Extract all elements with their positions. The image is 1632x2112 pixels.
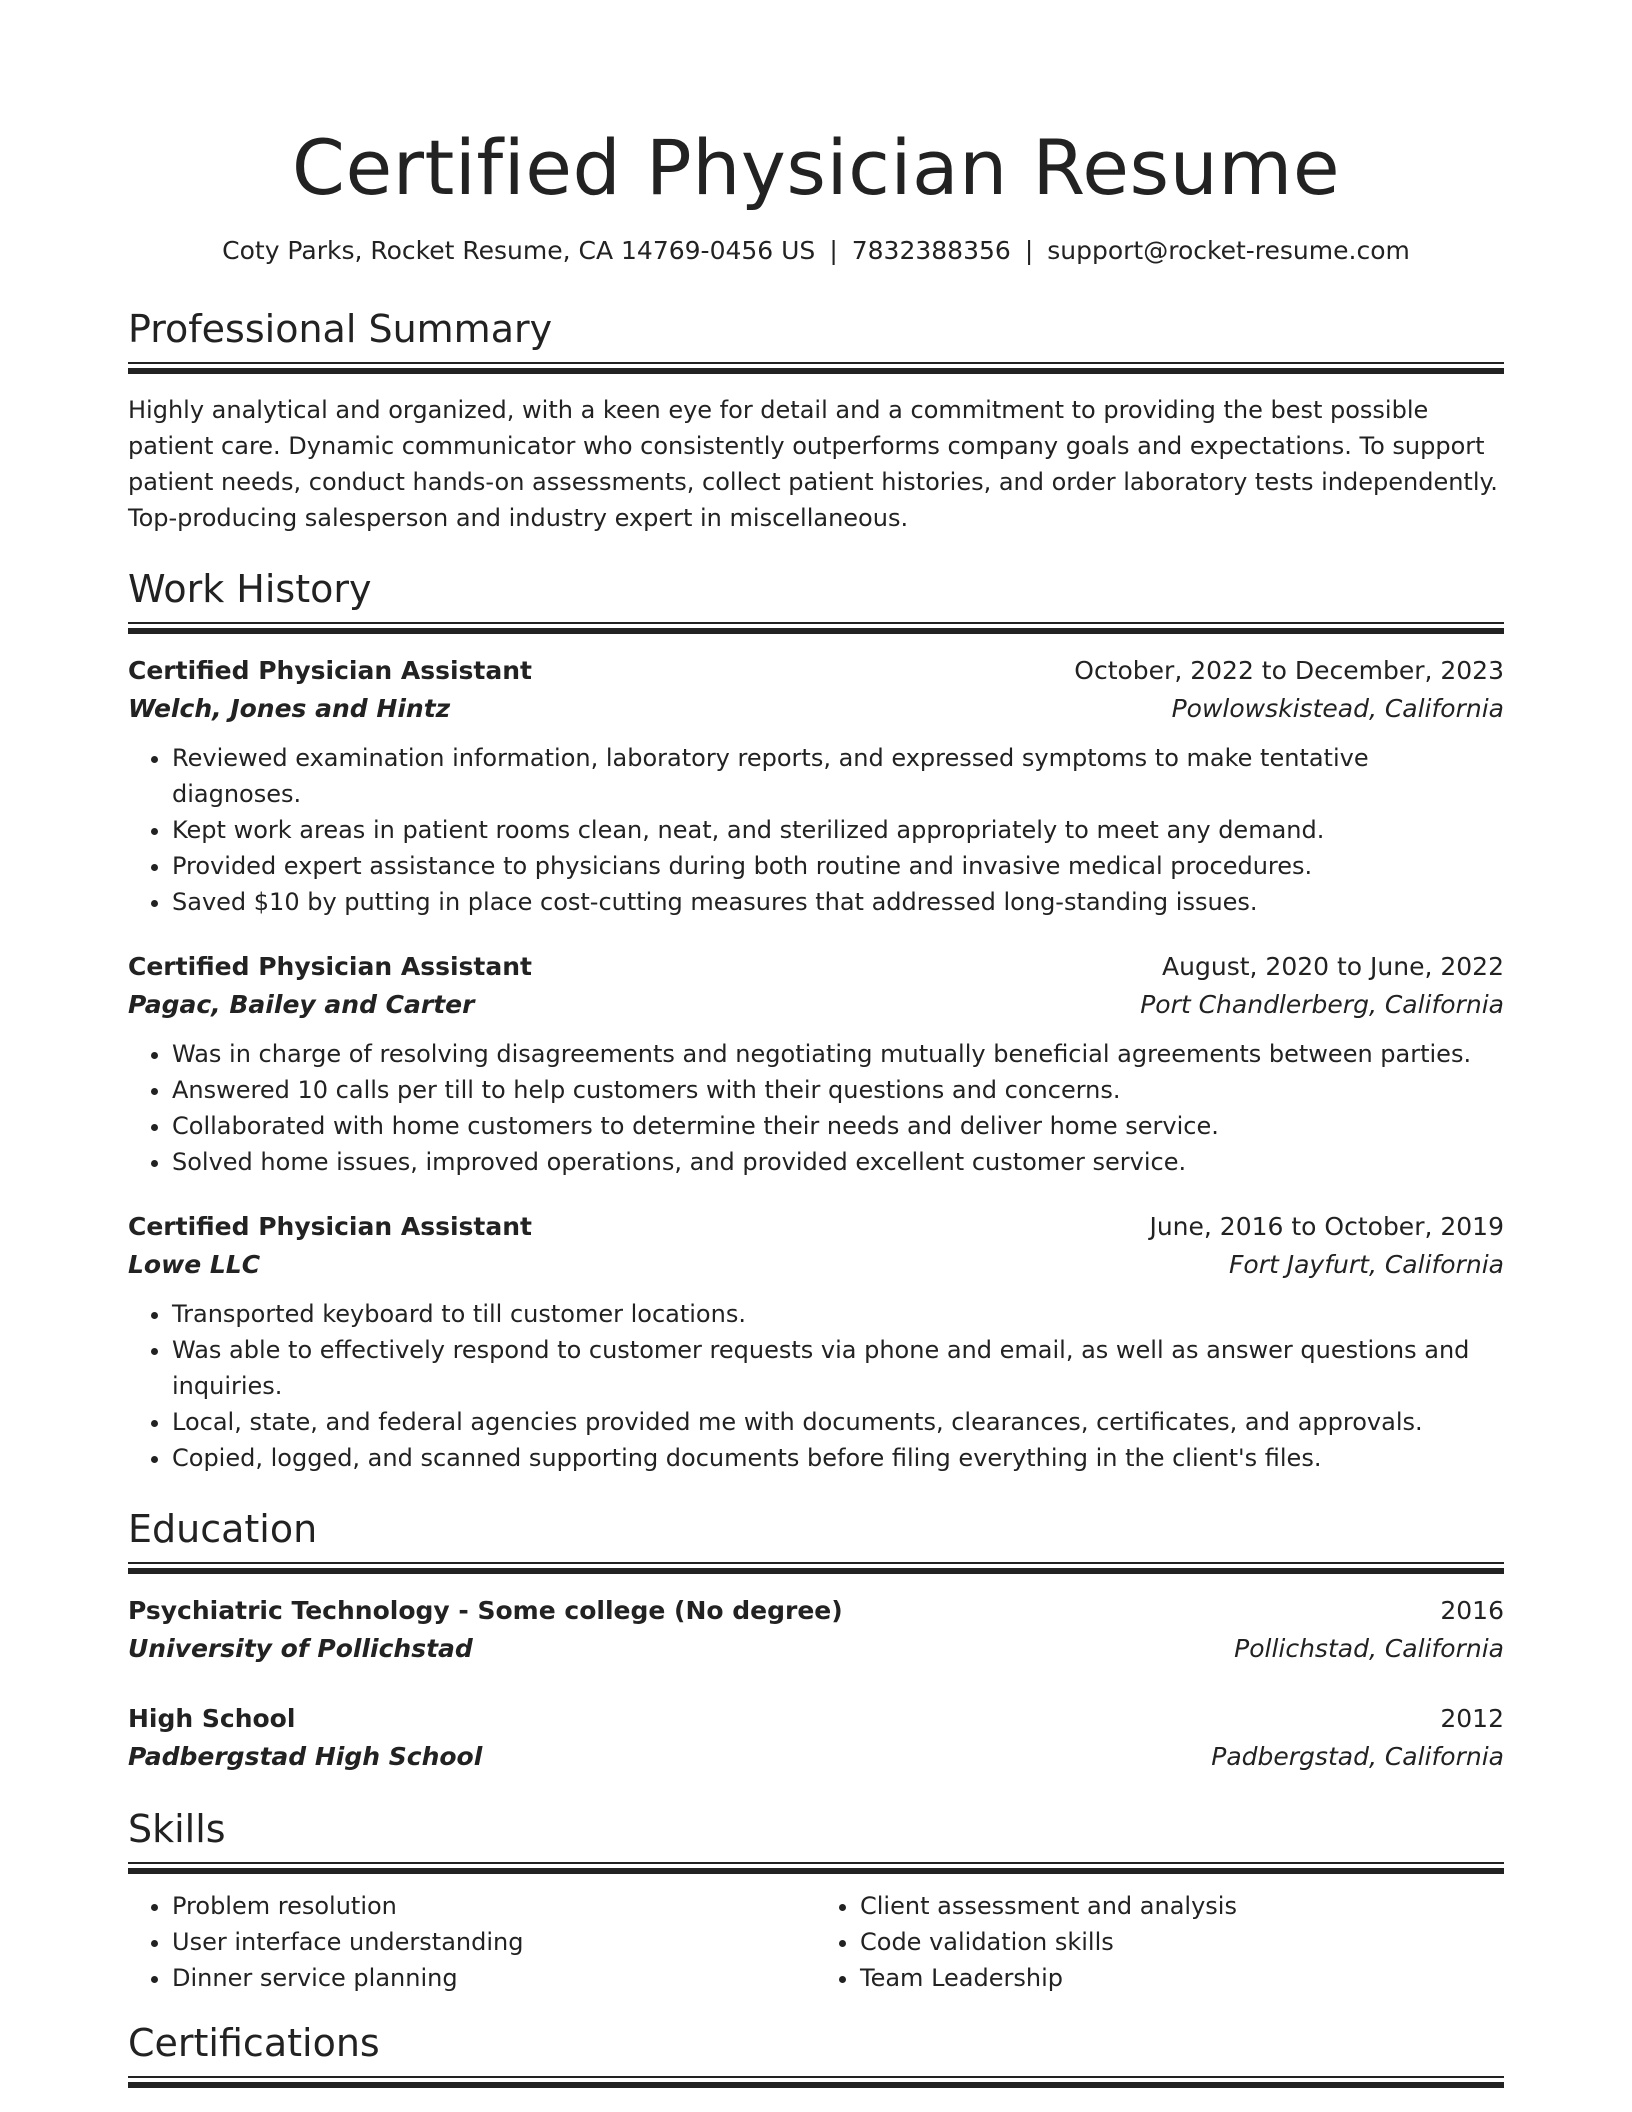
- section-divider: [128, 362, 1504, 374]
- job-company-row: [128, 986, 1504, 1024]
- job-bullets: [128, 1036, 1504, 1180]
- job-title: Certified Physician Assistant: [128, 656, 532, 685]
- education-header-row: [128, 1700, 1504, 1738]
- list-item: • Provided expert assistance to physicians during both routine and invasive medical procedures.: [172, 848, 1504, 884]
- work-section: [128, 566, 1504, 1476]
- job-location: Fort Jayfurt, California: [1229, 1250, 1504, 1279]
- list-item: • Problem resolution: [172, 1888, 816, 1924]
- resume-title: Certified Physician Resume: [291, 123, 1341, 212]
- list-item: • Was in charge of resolving disagreements and negotiating mutually beneficial agreements between parties.: [172, 1036, 1504, 1072]
- list-item: • Was able to effectively respond to customer requests via phone and email, as well as answer questions and inquiries.: [172, 1332, 1504, 1404]
- job-entry: [128, 652, 1504, 920]
- education-section: [128, 1506, 1504, 1776]
- list-item: • Local, state, and federal agencies provided me with documents, clearances, certificates, and approvals.: [172, 1404, 1504, 1440]
- list-item: • Saved $10 by putting in place cost-cutting measures that addressed long-standing issues.: [172, 884, 1504, 920]
- list-item: • Collaborated with home customers to determine their needs and deliver home service.: [172, 1108, 1504, 1144]
- contact-phone: 7832388356: [851, 236, 1011, 265]
- job-bullets: [128, 1296, 1504, 1476]
- education-heading: Education: [128, 1507, 318, 1551]
- education-entry: [128, 1700, 1504, 1776]
- section-divider: [128, 622, 1504, 634]
- job-company: Welch, Jones and Hintz: [128, 694, 451, 723]
- education-entry: [128, 1592, 1504, 1668]
- list-item: • User interface understanding: [172, 1924, 816, 1960]
- job-dates: October, 2022 to December, 2023: [1074, 656, 1504, 685]
- education-school-row: [128, 1630, 1504, 1668]
- job-company: Pagac, Bailey and Carter: [128, 990, 475, 1019]
- job-location: Powlowskistead, California: [1171, 694, 1504, 723]
- list-item: • Kept work areas in patient rooms clean, neat, and sterilized appropriately to meet any demand.: [172, 812, 1504, 848]
- education-location: Padbergstad, California: [1211, 1742, 1504, 1771]
- job-header-row: [128, 1208, 1504, 1246]
- job-title: Certified Physician Assistant: [128, 952, 532, 981]
- skills-right-column: [816, 1888, 1504, 1996]
- list-item: • Copied, logged, and scanned supporting documents before filing everything in the client's files.: [172, 1440, 1504, 1476]
- education-year: 2016: [1440, 1596, 1504, 1625]
- list-item: • Answered 10 calls per till to help customers with their questions and concerns.: [172, 1072, 1504, 1108]
- section-divider: [128, 1862, 1504, 1874]
- contact-line: [128, 234, 1504, 268]
- skills-columns: [128, 1888, 1504, 1996]
- job-header-row: [128, 652, 1504, 690]
- education-header-row: [128, 1592, 1504, 1630]
- list-item: • Reviewed examination information, laboratory reports, and expressed symptoms to make tentative diagnoses.: [172, 740, 1504, 812]
- summary-heading: Professional Summary: [128, 307, 553, 351]
- section-divider: [128, 2076, 1504, 2088]
- job-header-row: [128, 948, 1504, 986]
- skills-section: [128, 1806, 1504, 1996]
- contact-separator: |: [1024, 236, 1034, 265]
- education-school: University of Pollichstad: [128, 1634, 473, 1663]
- contact-address: Coty Parks, Rocket Resume, CA 14769-0456 US: [222, 236, 816, 265]
- summary-text: Highly analytical and organized, with a keen eye for detail and a commitment to providing the best possible patient care. Dynamic communicator who consistently outperforms company goals and expectations. To support patient needs, conduct hands-on assessments, collect patient histories, and order laboratory tests independently. Top-producing salesperson and industry expert in miscellaneous.: [128, 396, 1498, 532]
- job-company-row: [128, 690, 1504, 728]
- job-bullets: [128, 740, 1504, 920]
- job-location: Port Chandlerberg, California: [1140, 990, 1504, 1019]
- skills-left-column: [128, 1888, 816, 1996]
- list-item: • Solved home issues, improved operations, and provided excellent customer service.: [172, 1144, 1504, 1180]
- job-company: Lowe LLC: [128, 1250, 261, 1279]
- education-year: 2012: [1440, 1704, 1504, 1733]
- job-entry: [128, 948, 1504, 1180]
- education-school-row: [128, 1738, 1504, 1776]
- job-dates: June, 2016 to October, 2019: [1149, 1212, 1504, 1241]
- list-item: • Code validation skills: [860, 1924, 1504, 1960]
- contact-email: support@rocket-resume.com: [1047, 236, 1410, 265]
- list-item: • Dinner service planning: [172, 1960, 816, 1996]
- work-heading: Work History: [128, 567, 372, 611]
- certifications-heading: Certifications: [128, 2021, 380, 2065]
- contact-separator: |: [829, 236, 838, 265]
- list-item: • Transported keyboard to till customer locations.: [172, 1296, 1504, 1332]
- job-company-row: [128, 1246, 1504, 1284]
- certifications-section: [128, 2020, 1504, 2088]
- summary-section: [128, 306, 1504, 536]
- education-degree: Psychiatric Technology - Some college (No degree): [128, 1596, 843, 1625]
- job-dates: August, 2020 to June, 2022: [1162, 952, 1504, 981]
- job-title: Certified Physician Assistant: [128, 1212, 532, 1241]
- section-divider: [128, 1562, 1504, 1574]
- education-location: Pollichstad, California: [1234, 1634, 1504, 1663]
- skills-heading: Skills: [128, 1807, 226, 1851]
- job-entry: [128, 1208, 1504, 1476]
- education-degree: High School: [128, 1704, 296, 1733]
- list-item: • Client assessment and analysis: [860, 1888, 1504, 1924]
- education-school: Padbergstad High School: [128, 1742, 483, 1771]
- list-item: • Team Leadership: [860, 1960, 1504, 1996]
